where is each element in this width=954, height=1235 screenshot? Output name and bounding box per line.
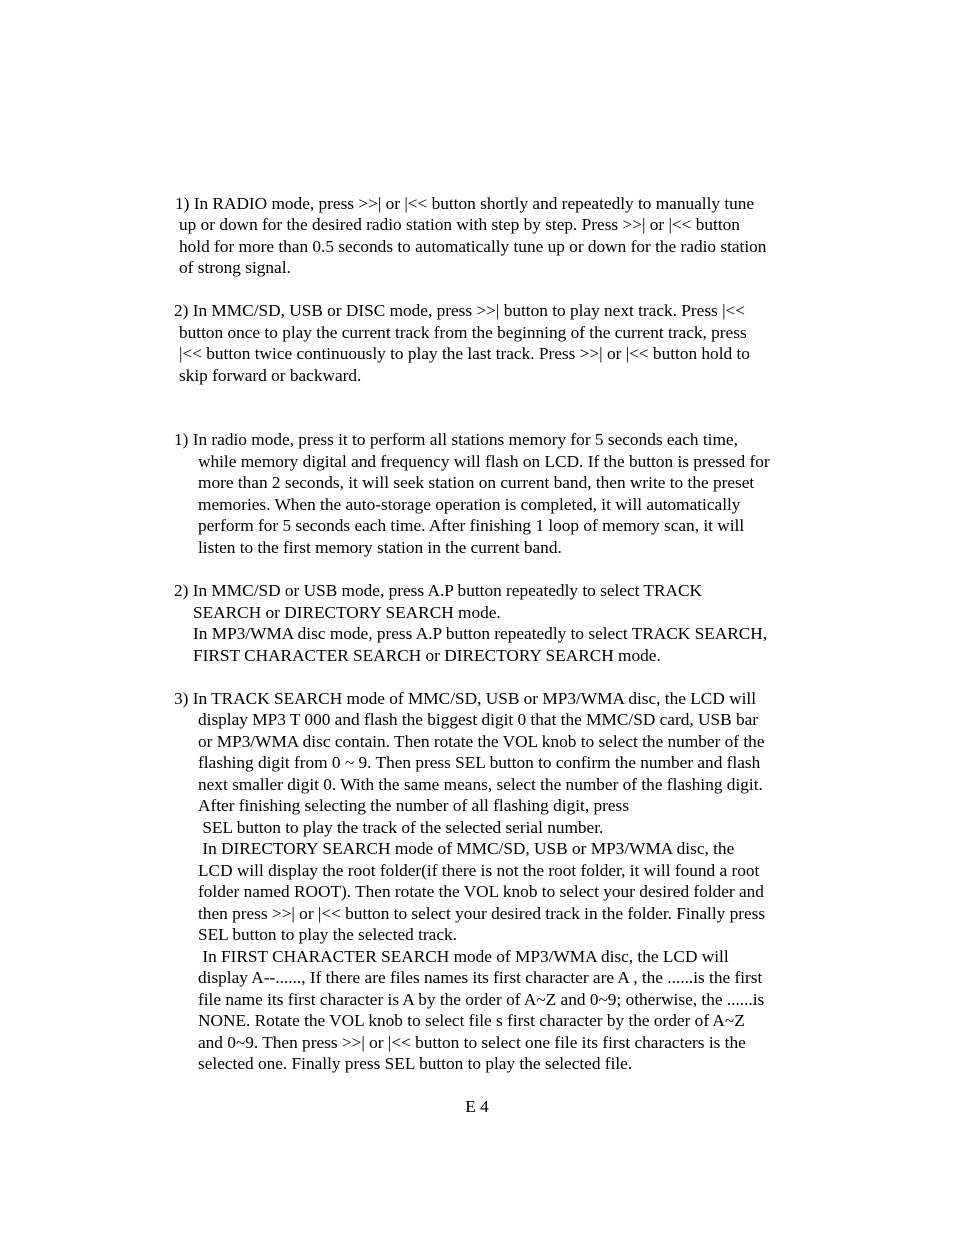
text-line: In FIRST CHARACTER SEARCH mode of MP3/WMA disc, the LCD will xyxy=(198,947,729,966)
text-line: 3) In TRACK SEARCH mode of MMC/SD, USB or MP3/WMA disc, the LCD will xyxy=(174,689,757,708)
text-line: SEL button to play the selected track. xyxy=(198,925,457,944)
text-line: of strong signal. xyxy=(179,258,291,277)
text-line: file name its first character is A by the order of A~Z and 0~9; otherwise, the ......is xyxy=(198,990,765,1009)
text-line: memories. When the auto-storage operation is completed, it will automatically xyxy=(198,495,741,514)
text-line: 1) In radio mode, press it to perform all stations memory for 5 seconds each time, xyxy=(174,430,738,449)
page-number: E 4 xyxy=(465,1097,489,1116)
text-line: up or down for the desired radio station with step by step. Press >>| or |<< button xyxy=(179,215,740,234)
text-line: display A--......, If there are files names its first character are A , the ......is the first xyxy=(198,968,763,987)
text-line: selected one. Finally press SEL button to play the selected file. xyxy=(198,1054,633,1073)
text-line: perform for 5 seconds each time. After finishing 1 loop of memory scan, it will xyxy=(198,516,745,535)
text-line: In MP3/WMA disc mode, press A.P button repeatedly to select TRACK SEARCH, xyxy=(193,624,768,643)
text-line: FIRST CHARACTER SEARCH or DIRECTORY SEARCH mode. xyxy=(193,646,661,665)
text-line: more than 2 seconds, it will seek station on current band, then write to the preset xyxy=(198,473,755,492)
text-line: folder named ROOT). Then rotate the VOL knob to select your desired folder and xyxy=(198,882,764,901)
text-line: display MP3 T 000 and flash the biggest digit 0 that the MMC/SD card, USB bar xyxy=(198,710,759,729)
text-line: In DIRECTORY SEARCH mode of MMC/SD, USB or MP3/WMA disc, the xyxy=(198,839,735,858)
text-line: 2) In MMC/SD, USB or DISC mode, press >>| button to play next track. Press |<< xyxy=(174,301,746,320)
text-line: |<< button twice continuously to play the last track. Press >>| or |<< button hold to xyxy=(179,344,750,363)
text-line: listen to the first memory station in the current band. xyxy=(198,538,562,557)
text-line: After finishing selecting the number of all flashing digit, press xyxy=(198,796,629,815)
text-line: hold for more than 0.5 seconds to automatically tune up or down for the radio station xyxy=(179,237,767,256)
text-line: SEARCH or DIRECTORY SEARCH mode. xyxy=(193,603,501,622)
text-line: 2) In MMC/SD or USB mode, press A.P button repeatedly to select TRACK xyxy=(174,581,703,600)
text-line: while memory digital and frequency will flash on LCD. If the button is pressed for xyxy=(198,452,770,471)
text-line: SEL button to play the track of the selected serial number. xyxy=(198,818,604,837)
text-line: 1) In RADIO mode, press >>| or |<< button shortly and repeatedly to manually tune xyxy=(175,194,755,213)
text-line: next smaller digit 0. With the same means, select the number of the flashing digit. xyxy=(198,775,763,794)
text-line: button once to play the current track from the beginning of the current track, press xyxy=(179,323,747,342)
text-line: NONE. Rotate the VOL knob to select file s first character by the order of A~Z xyxy=(198,1011,745,1030)
text-line: flashing digit from 0 ~ 9. Then press SEL button to confirm the number and flash xyxy=(198,753,761,772)
text-line: LCD will display the root folder(if there is not the root folder, it will found a root xyxy=(198,861,760,880)
text-line: then press >>| or |<< button to select your desired track in the folder. Finally press xyxy=(198,904,766,923)
text-line: or MP3/WMA disc contain. Then rotate the VOL knob to select the number of the xyxy=(198,732,765,751)
text-line: and 0~9. Then press >>| or |<< button to select one file its first characters is the xyxy=(198,1033,746,1052)
text-line: skip forward or backward. xyxy=(179,366,362,385)
